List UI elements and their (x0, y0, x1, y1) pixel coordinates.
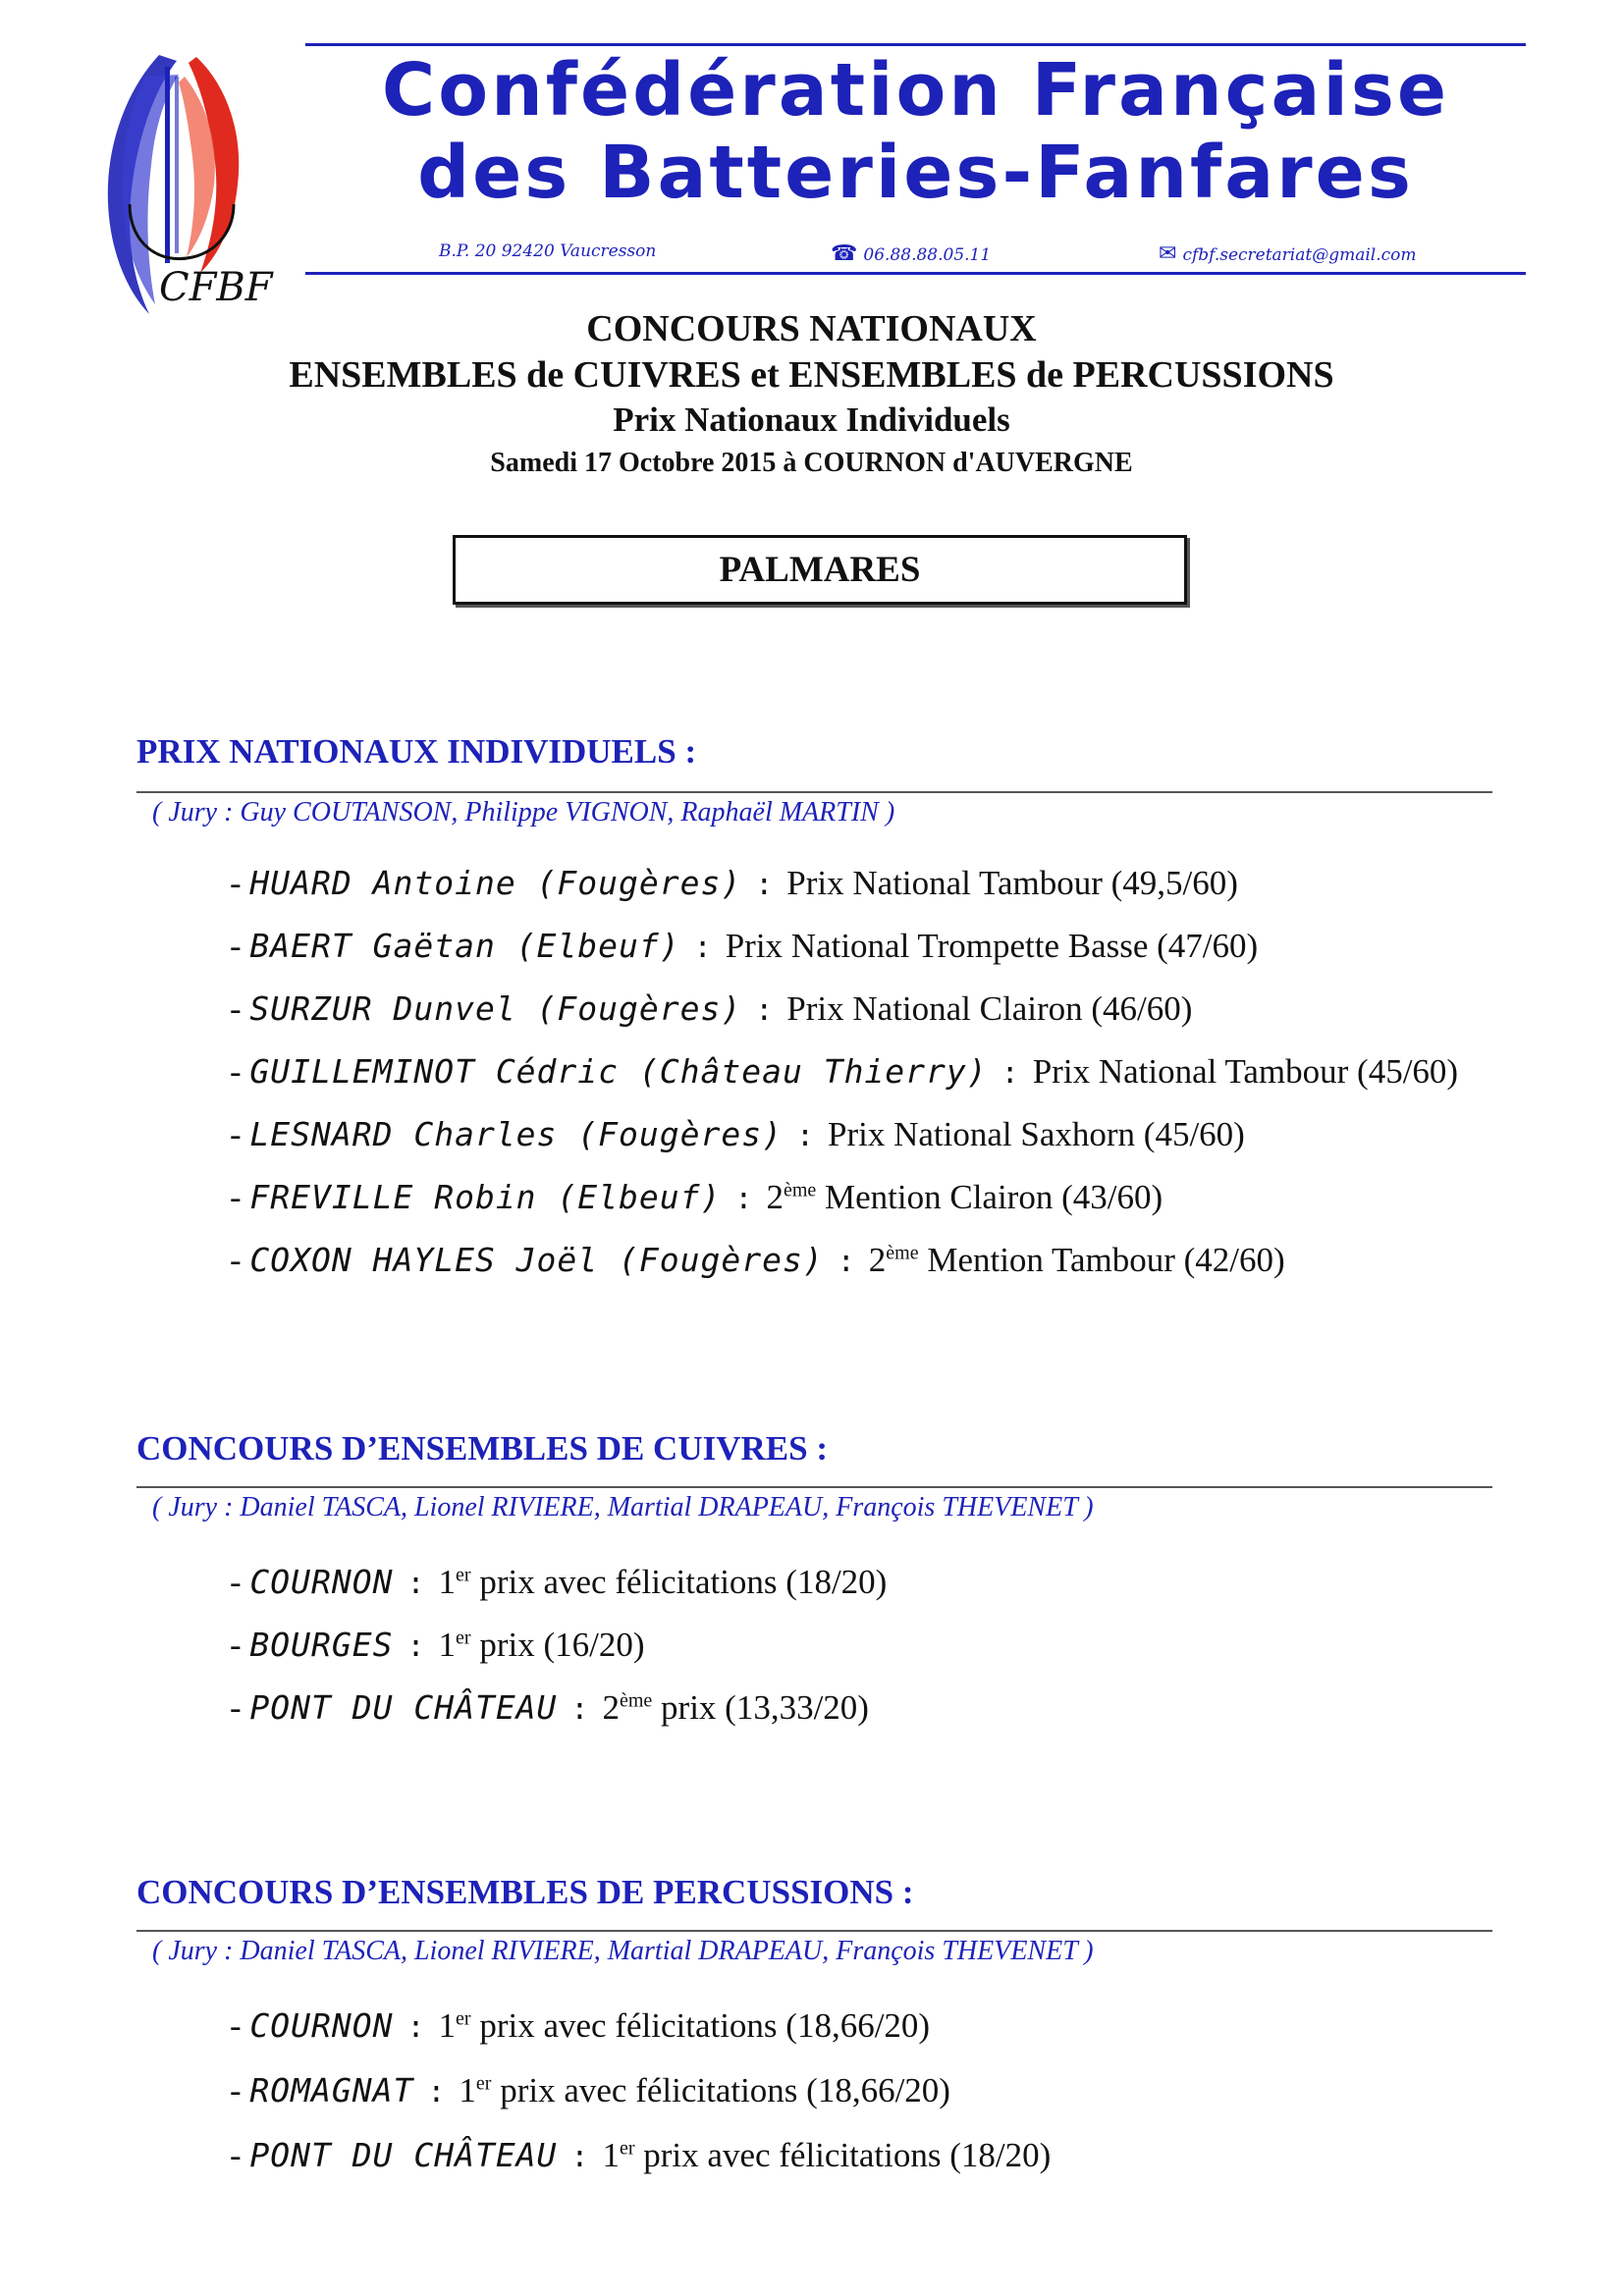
entry-name: SURZUR Dunvel (Fougères) (249, 989, 742, 1028)
jury-line: ( Jury : Daniel TASCA, Lionel RIVIERE, Martial DRAPEAU, François THEVENET ) (152, 1936, 1094, 1966)
entry-result: prix (16/20) (470, 1626, 645, 1664)
list-item: - COURNON : 1er prix avec félicitations (18/20) (230, 1563, 888, 1601)
contact-phone: ☎ 06.88.88.05.11 (831, 241, 992, 266)
org-name-line1: Confédération Française (381, 48, 1450, 133)
jury-line: ( Jury : Guy COUTANSON, Philippe VIGNON, Raphaël MARTIN ) (152, 797, 895, 828)
entry-ordinal: 1 (602, 2136, 620, 2174)
entry-result: prix avec félicitations (18,66/20) (470, 2006, 931, 2045)
entry-result: prix avec félicitations (18,66/20) (491, 2071, 950, 2109)
entry-name: COURNON (249, 1563, 394, 1601)
entry-result: prix avec félicitations (18/20) (470, 1563, 888, 1601)
entry-ordinal-suffix: er (456, 1627, 471, 1649)
entry-result: prix (13,33/20) (652, 1688, 869, 1727)
list-item: - LESNARD Charles (Fougères) : Prix National Saxhorn (45/60) (230, 1115, 1245, 1153)
entry-result: Prix National Clairon (46/60) (786, 989, 1193, 1028)
entry-result: Mention Clairon (43/60) (816, 1178, 1163, 1216)
entry-ordinal-suffix: ème (886, 1242, 919, 1264)
list-item: - FREVILLE Robin (Elbeuf) : 2ème Mention Clairon (43/60) (230, 1178, 1163, 1216)
section-heading: PRIX NATIONAUX INDIVIDUELS : (136, 732, 697, 771)
entry-ordinal-suffix: er (456, 1564, 471, 1586)
title-concours: CONCOURS NATIONAUX (586, 308, 1037, 349)
cfbf-logo (90, 47, 273, 322)
entry-name: HUARD Antoine (Fougères) (249, 864, 742, 902)
entry-name: COURNON (249, 2006, 394, 2045)
entry-ordinal-suffix: er (619, 2137, 635, 2160)
section-divider (136, 1486, 1492, 1488)
list-item: - GUILLEMINOT Cédric (Château Thierry) : Prix National Tambour (45/60) (230, 1052, 1459, 1091)
palmares-box (453, 535, 1187, 605)
section-divider (136, 1930, 1492, 1932)
phone-icon: ☎ (831, 241, 858, 266)
entry-name: BOURGES (249, 1626, 394, 1664)
header-top-rule (305, 43, 1526, 46)
entry-name: GUILLEMINOT Cédric (Château Thierry) (249, 1052, 988, 1091)
entry-ordinal-suffix: ème (619, 1689, 653, 1712)
list-item: - PONT DU CHÂTEAU : 1er prix avec félicitations (18/20) (230, 2136, 1052, 2174)
list-item: - ROMAGNAT : 1er prix avec félicitations (18,66/20) (230, 2071, 950, 2109)
entry-name: PONT DU CHÂTEAU (249, 2136, 558, 2174)
title-date: Samedi 17 Octobre 2015 à COURNON d'AUVERGNE (490, 448, 1133, 478)
header-bottom-rule (305, 272, 1526, 275)
entry-ordinal-suffix: er (475, 2072, 492, 2095)
palmares-label: PALMARES (719, 550, 921, 590)
org-name-line2: des Batteries-Fanfares (417, 131, 1414, 215)
entry-ordinal: 2 (766, 1178, 784, 1216)
entry-name: ROMAGNAT (249, 2071, 414, 2109)
entry-name: BAERT Gaëtan (Elbeuf) (249, 927, 680, 965)
entry-ordinal: 1 (438, 1626, 457, 1664)
entry-name: COXON HAYLES Joël (Fougères) (249, 1241, 824, 1279)
title-ensembles: ENSEMBLES de CUIVRES et ENSEMBLES de PERCUSSIONS (289, 354, 1334, 396)
entry-ordinal: 1 (459, 2071, 476, 2109)
entry-ordinal: 1 (438, 1563, 457, 1601)
entry-name: FREVILLE Robin (Elbeuf) (249, 1178, 722, 1216)
list-item: - COXON HAYLES Joël (Fougères) : 2ème Mention Tambour (42/60) (230, 1241, 1285, 1279)
list-item: - COURNON : 1er prix avec félicitations (18,66/20) (230, 2006, 931, 2045)
entry-ordinal: 1 (438, 2006, 457, 2045)
entry-result: Mention Tambour (42/60) (918, 1241, 1285, 1279)
entry-result: Prix National Trompette Basse (47/60) (725, 927, 1259, 965)
section-heading: CONCOURS D’ENSEMBLES DE PERCUSSIONS : (136, 1873, 914, 1911)
list-item: - BOURGES : 1er prix (16/20) (230, 1626, 645, 1664)
entry-result: Prix National Tambour (45/60) (1032, 1052, 1459, 1091)
contact-address: B.P. 20 92420 Vaucresson (439, 241, 657, 261)
entry-result: Prix National Tambour (49,5/60) (786, 864, 1238, 902)
entry-name: PONT DU CHÂTEAU (249, 1688, 558, 1727)
contact-email: ✉ cfbf.secretariat@gmail.com (1159, 241, 1417, 266)
entry-result: prix avec félicitations (18/20) (634, 2136, 1052, 2174)
jury-line: ( Jury : Daniel TASCA, Lionel RIVIERE, Martial DRAPEAU, François THEVENET ) (152, 1492, 1094, 1522)
list-item: - HUARD Antoine (Fougères) : Prix National Tambour (49,5/60) (230, 864, 1238, 902)
entry-ordinal: 2 (868, 1241, 887, 1279)
entry-ordinal-suffix: ème (783, 1179, 817, 1201)
entry-name: LESNARD Charles (Fougères) (249, 1115, 783, 1153)
title-prix: Prix Nationaux Individuels (613, 400, 1010, 439)
section-heading: CONCOURS D’ENSEMBLES DE CUIVRES : (136, 1429, 828, 1468)
logo-text: CFBF (159, 265, 273, 310)
mail-icon: ✉ (1159, 241, 1177, 266)
entry-ordinal-suffix: er (456, 2007, 471, 2030)
list-item: - SURZUR Dunvel (Fougères) : Prix National Clairon (46/60) (230, 989, 1193, 1028)
entry-result: Prix National Saxhorn (45/60) (828, 1115, 1245, 1153)
entry-ordinal: 2 (602, 1688, 620, 1727)
list-item: - BAERT Gaëtan (Elbeuf) : Prix National Trompette Basse (47/60) (230, 927, 1259, 965)
list-item: - PONT DU CHÂTEAU : 2ème prix (13,33/20) (230, 1688, 869, 1727)
section-divider (136, 791, 1492, 793)
